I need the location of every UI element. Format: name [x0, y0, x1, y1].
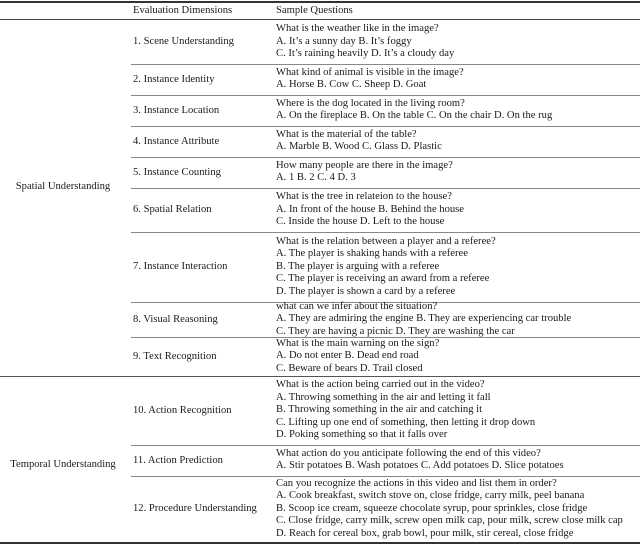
question-text: What is the weather like in the image?	[276, 23, 439, 35]
answer-options: B. The player is arguing with a referee	[276, 260, 440, 272]
answer-options: A. Cook breakfast, switch stove on, close fridge, carry milk, peel banana	[276, 490, 585, 502]
dimension-label: 7. Instance Interaction	[133, 261, 228, 272]
answer-options: C. Inside the house D. Left to the house	[276, 216, 445, 228]
sample-question	[276, 67, 464, 92]
table-top-rule	[0, 1, 640, 3]
sample-question	[276, 23, 454, 61]
answer-options: C. It’s raining heavily D. It’s a cloudy day	[276, 48, 455, 60]
row-divider	[131, 64, 640, 65]
answer-options: C. Beware of bears D. Trail closed	[276, 362, 423, 374]
answer-options: C. Lifting up one end of something, then letting it drop down	[276, 416, 536, 428]
header-questions: Sample Questions	[276, 5, 353, 16]
answer-options: D. Reach for cereal box, grab bowl, pour milk, stir cereal, close fridge	[276, 527, 574, 539]
row-divider	[131, 95, 640, 96]
answer-options: D. Poking something so that it falls over	[276, 429, 448, 441]
row-divider	[131, 445, 640, 446]
header-rule	[0, 19, 640, 20]
answer-options: A. Throwing something in the air and letting it fall	[276, 391, 491, 403]
question-text: Can you recognize the actions in this video and list them in order?	[276, 477, 557, 489]
answer-options: D. The player is shown a card by a referee	[276, 285, 456, 297]
answer-options: C. They are having a picnic D. They are washing the car	[276, 325, 515, 337]
answer-options: A. Do not enter B. Dead end road	[276, 350, 419, 362]
dimension-label: 5. Instance Counting	[133, 166, 221, 178]
dimension-label: 8. Visual Reasoning	[133, 313, 218, 325]
sample-question	[276, 236, 496, 299]
sample-question	[276, 98, 552, 123]
answer-options: A. Horse B. Cow C. Sheep D. Goat	[276, 79, 427, 91]
question-text: What kind of animal is visible in the image?	[276, 66, 464, 78]
category-temporal: Temporal Understanding	[10, 459, 116, 470]
answer-options: A. On the fireplace B. On the table C. On the chair D. On the rug	[276, 110, 553, 122]
sample-question	[276, 301, 571, 339]
row-divider	[131, 232, 640, 233]
dimension-label: 4. Instance Attribute	[133, 135, 220, 147]
sample-question	[276, 191, 464, 229]
dimension-label: 6. Spatial Relation	[133, 204, 212, 215]
question-text: What is the main warning on the sign?	[276, 337, 440, 349]
answer-options: A. In front of the house B. Behind the house	[276, 203, 465, 215]
answer-options: A. 1 B. 2 C. 4 D. 3	[276, 172, 356, 184]
sample-question	[276, 379, 535, 442]
answer-options: A. The player is shaking hands with a referee	[276, 248, 468, 260]
answer-options: A. It’s a sunny day B. It’s foggy	[276, 35, 412, 47]
answer-options: B. Scoop ice cream, squeeze chocolate syrup, pour sprinkles, close fridge	[276, 502, 588, 514]
sample-question	[276, 160, 453, 185]
row-divider	[131, 188, 640, 189]
question-text: What action do you anticipate following the end of this video?	[276, 447, 541, 459]
row-divider	[131, 126, 640, 127]
question-text: What is the material of the table?	[276, 128, 417, 140]
question-text: What is the action being carried out in the video?	[276, 379, 485, 390]
dimension-label: 11. Action Prediction	[133, 454, 223, 466]
sample-question	[276, 338, 439, 376]
category-divider	[0, 376, 640, 377]
dimension-label: 10. Action Recognition	[133, 404, 232, 416]
answer-options: A. Marble B. Wood C. Glass D. Plastic	[276, 141, 442, 153]
dimension-label: 2. Instance Identity	[133, 73, 215, 85]
sample-question	[276, 478, 623, 541]
question-text: what can we infer about the situation?	[276, 300, 438, 312]
sample-question	[276, 448, 564, 473]
question-text: Where is the dog located in the living room?	[276, 97, 465, 109]
dimension-label: 3. Instance Location	[133, 104, 220, 116]
answer-options: B. Throwing something in the air and catching it	[276, 404, 483, 416]
dimension-label: 12. Procedure Understanding	[133, 503, 257, 514]
sample-question	[276, 129, 442, 154]
question-text: What is the tree in relateion to the house?	[276, 191, 452, 203]
answer-options: C. The player is receiving an award from a referee	[276, 273, 490, 285]
question-text: What is the relation between a player and a referee?	[276, 235, 496, 247]
header-dimensions: Evaluation Dimensions	[133, 5, 233, 16]
row-divider	[131, 157, 640, 158]
question-text: How many people are there in the image?	[276, 159, 453, 171]
answer-options: C. Close fridge, carry milk, screw open milk cap, pour milk, screw close milk cap	[276, 515, 623, 527]
table-bottom-rule	[0, 542, 640, 544]
dimension-label: 9. Text Recognition	[133, 350, 217, 362]
answer-options: A. Stir potatoes B. Wash potatoes C. Add potatoes D. Slice potatoes	[276, 460, 564, 472]
answer-options: A. They are admiring the engine B. They are experiencing car trouble	[276, 313, 572, 325]
category-spatial: Spatial Understanding	[15, 181, 111, 192]
dimension-label: 1. Scene Understanding	[133, 36, 234, 47]
